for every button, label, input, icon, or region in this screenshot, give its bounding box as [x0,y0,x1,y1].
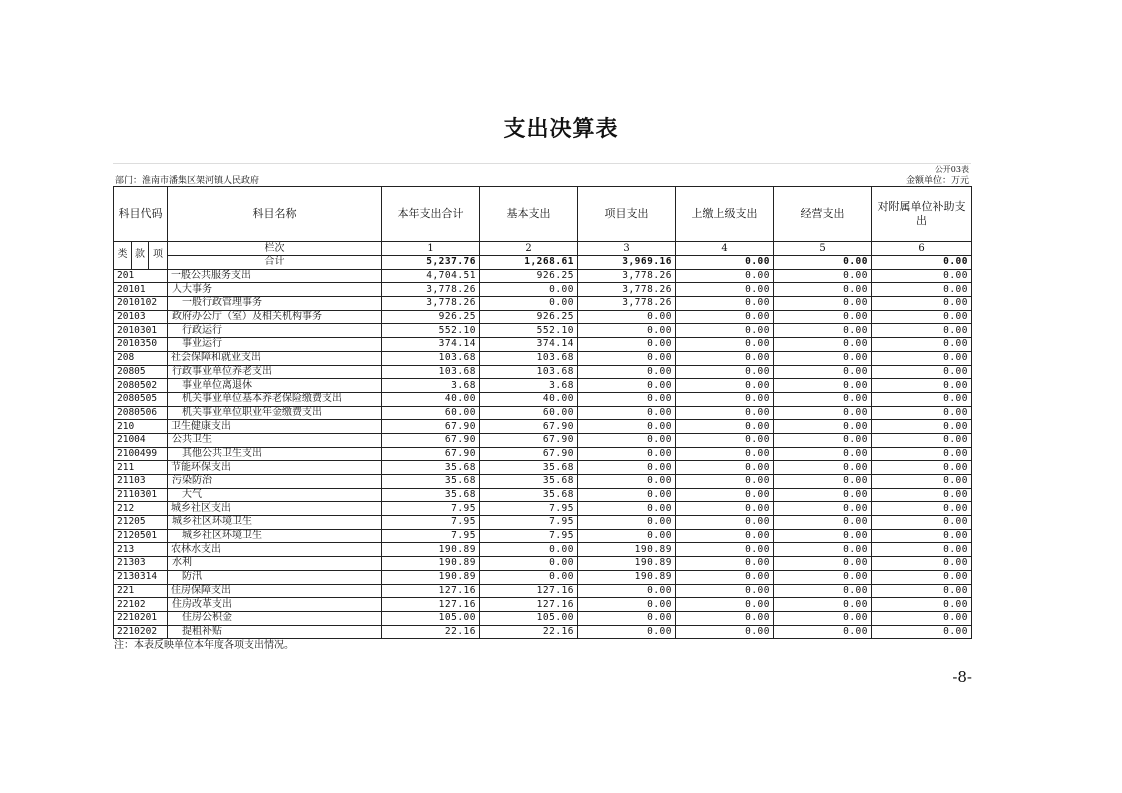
row-value-2: 7.95 [480,516,578,530]
table-row [114,379,972,393]
row-value-4: 0.00 [676,502,774,516]
row-value-2: 3.68 [480,379,578,393]
row-value-5: 0.00 [774,420,872,434]
row-value-2: 0.00 [480,297,578,311]
header-code: 科目代码 [114,187,168,242]
page-title: 支出决算表 [503,117,619,142]
row-value-6: 0.00 [872,297,972,311]
row-value-5: 0.00 [774,502,872,516]
col-index-2: 2 [480,242,578,256]
row-value-4: 0.00 [676,516,774,530]
row-value-6: 0.00 [872,392,972,406]
row-value-4: 0.00 [676,420,774,434]
total-value-3: 3,969.16 [578,256,676,270]
row-value-1: 103.68 [382,351,480,365]
row-value-2: 67.90 [480,420,578,434]
row-value-1: 7.95 [382,502,480,516]
row-value-6: 0.00 [872,447,972,461]
row-name: 政府办公厅（室）及相关机构事务 [168,310,382,324]
row-value-4: 0.00 [676,283,774,297]
row-value-5: 0.00 [774,611,872,625]
row-value-6: 0.00 [872,529,972,543]
header-col6: 对附属单位补助支出 [872,187,972,242]
row-name: 城乡社区环境卫生 [168,516,382,530]
row-value-4: 0.00 [676,543,774,557]
row-code: 2080502 [114,379,168,393]
row-value-3: 0.00 [578,598,676,612]
row-value-1: 127.16 [382,584,480,598]
col-index-4: 4 [676,242,774,256]
table-row [114,611,972,625]
row-value-4: 0.00 [676,557,774,571]
row-value-3: 0.00 [578,502,676,516]
header-col5: 经营支出 [774,187,872,242]
row-code: 213 [114,543,168,557]
table-row [114,516,972,530]
form-number: 公开03表 [113,163,971,176]
row-value-1: 3,778.26 [382,297,480,311]
row-value-1: 22.16 [382,625,480,639]
row-value-6: 0.00 [872,269,972,283]
row-value-4: 0.00 [676,529,774,543]
row-value-5: 0.00 [774,269,872,283]
row-code: 2080505 [114,392,168,406]
row-value-3: 3,778.26 [578,269,676,283]
row-name: 水利 [168,557,382,571]
table-row [114,310,972,324]
row-value-4: 0.00 [676,461,774,475]
row-value-2: 105.00 [480,611,578,625]
row-value-5: 0.00 [774,338,872,352]
row-value-6: 0.00 [872,625,972,639]
row-value-3: 0.00 [578,406,676,420]
table-body [114,187,972,639]
col-index-5: 5 [774,242,872,256]
row-value-6: 0.00 [872,598,972,612]
row-value-5: 0.00 [774,570,872,584]
table-row [114,625,972,639]
row-value-1: 190.89 [382,570,480,584]
row-value-6: 0.00 [872,338,972,352]
table-row [114,283,972,297]
row-value-2: 103.68 [480,351,578,365]
row-code: 2130314 [114,570,168,584]
row-value-5: 0.00 [774,543,872,557]
row-value-1: 3,778.26 [382,283,480,297]
row-value-2: 0.00 [480,543,578,557]
row-value-1: 7.95 [382,516,480,530]
row-value-6: 0.00 [872,611,972,625]
row-value-4: 0.00 [676,570,774,584]
total-value-2: 1,268.61 [480,256,578,270]
row-value-2: 40.00 [480,392,578,406]
row-value-1: 35.68 [382,461,480,475]
row-value-5: 0.00 [774,447,872,461]
row-value-2: 103.68 [480,365,578,379]
row-value-2: 926.25 [480,310,578,324]
row-value-1: 35.68 [382,475,480,489]
row-value-6: 0.00 [872,502,972,516]
row-value-4: 0.00 [676,324,774,338]
row-code: 21004 [114,433,168,447]
row-value-4: 0.00 [676,269,774,283]
row-code: 208 [114,351,168,365]
expenditure-table-section [113,163,971,652]
row-value-6: 0.00 [872,570,972,584]
table-row [114,365,972,379]
row-code: 2120501 [114,529,168,543]
row-name: 城乡社区支出 [168,502,382,516]
row-value-4: 0.00 [676,297,774,311]
row-name: 住房改革支出 [168,598,382,612]
row-value-1: 190.89 [382,557,480,571]
row-name: 一般公共服务支出 [168,269,382,283]
total-value-5: 0.00 [774,256,872,270]
row-name: 人大事务 [168,283,382,297]
row-value-2: 22.16 [480,625,578,639]
row-value-5: 0.00 [774,392,872,406]
row-value-6: 0.00 [872,379,972,393]
header-col3: 项目支出 [578,187,676,242]
table-row [114,502,972,516]
table-row [114,297,972,311]
row-value-3: 0.00 [578,420,676,434]
row-value-1: 105.00 [382,611,480,625]
table-row [114,338,972,352]
row-value-3: 190.89 [578,557,676,571]
row-value-3: 0.00 [578,584,676,598]
total-value-1: 5,237.76 [382,256,480,270]
row-value-2: 35.68 [480,475,578,489]
index-row [114,242,972,256]
sub-header-lei: 类 [114,242,132,270]
row-name: 一般行政管理事务 [168,297,382,311]
row-value-6: 0.00 [872,488,972,502]
row-value-5: 0.00 [774,283,872,297]
table-row [114,475,972,489]
table-row [114,529,972,543]
header-col1: 本年支出合计 [382,187,480,242]
total-value-4: 0.00 [676,256,774,270]
row-value-4: 0.00 [676,310,774,324]
row-value-6: 0.00 [872,420,972,434]
row-value-2: 67.90 [480,433,578,447]
row-value-2: 0.00 [480,570,578,584]
row-code: 21303 [114,557,168,571]
row-value-1: 127.16 [382,598,480,612]
table-row [114,570,972,584]
row-name: 事业运行 [168,338,382,352]
table-row [114,406,972,420]
row-value-5: 0.00 [774,557,872,571]
row-value-3: 0.00 [578,433,676,447]
row-name: 行政事业单位养老支出 [168,365,382,379]
header-col4: 上缴上级支出 [676,187,774,242]
row-name: 防汛 [168,570,382,584]
row-name: 提租补贴 [168,625,382,639]
row-value-5: 0.00 [774,379,872,393]
row-value-3: 0.00 [578,392,676,406]
table-row [114,269,972,283]
row-value-2: 0.00 [480,557,578,571]
row-value-1: 103.68 [382,365,480,379]
table-row [114,598,972,612]
row-code: 22102 [114,598,168,612]
row-value-3: 0.00 [578,611,676,625]
table-row [114,488,972,502]
row-value-6: 0.00 [872,516,972,530]
row-value-4: 0.00 [676,392,774,406]
total-row [114,256,972,270]
row-value-5: 0.00 [774,310,872,324]
row-value-6: 0.00 [872,433,972,447]
row-value-4: 0.00 [676,406,774,420]
row-value-4: 0.00 [676,433,774,447]
row-name: 住房保障支出 [168,584,382,598]
row-value-2: 127.16 [480,598,578,612]
row-code: 2110301 [114,488,168,502]
row-value-3: 190.89 [578,543,676,557]
row-value-6: 0.00 [872,351,972,365]
row-code: 212 [114,502,168,516]
row-value-2: 7.95 [480,502,578,516]
row-value-3: 0.00 [578,351,676,365]
row-code: 2080506 [114,406,168,420]
row-value-5: 0.00 [774,324,872,338]
row-value-6: 0.00 [872,557,972,571]
row-code: 2010102 [114,297,168,311]
row-code: 2210202 [114,625,168,639]
row-value-3: 0.00 [578,529,676,543]
row-value-5: 0.00 [774,351,872,365]
row-code: 20101 [114,283,168,297]
unit-label: 金额单位：万元 [905,176,969,186]
row-code: 20103 [114,310,168,324]
row-value-3: 3,778.26 [578,297,676,311]
row-value-2: 0.00 [480,283,578,297]
row-name: 农林水支出 [168,543,382,557]
row-value-1: 60.00 [382,406,480,420]
row-value-5: 0.00 [774,584,872,598]
header-col2: 基本支出 [480,187,578,242]
row-value-5: 0.00 [774,475,872,489]
row-value-3: 0.00 [578,625,676,639]
row-value-4: 0.00 [676,338,774,352]
row-value-3: 0.00 [578,461,676,475]
row-value-4: 0.00 [676,447,774,461]
total-value-6: 0.00 [872,256,972,270]
row-value-2: 552.10 [480,324,578,338]
row-value-1: 4,704.51 [382,269,480,283]
row-code: 201 [114,269,168,283]
row-name: 污染防治 [168,475,382,489]
col-index-3: 3 [578,242,676,256]
row-value-1: 35.68 [382,488,480,502]
row-value-3: 0.00 [578,365,676,379]
row-value-4: 0.00 [676,611,774,625]
table-row [114,461,972,475]
row-value-4: 0.00 [676,488,774,502]
row-name: 公共卫生 [168,433,382,447]
row-value-6: 0.00 [872,310,972,324]
table-row [114,543,972,557]
row-value-6: 0.00 [872,324,972,338]
lanci-label: 栏次 [168,242,382,256]
row-value-4: 0.00 [676,598,774,612]
row-code: 2210201 [114,611,168,625]
row-value-4: 0.00 [676,625,774,639]
row-code: 211 [114,461,168,475]
row-code: 21205 [114,516,168,530]
row-name: 大气 [168,488,382,502]
row-code: 21103 [114,475,168,489]
row-value-1: 40.00 [382,392,480,406]
page-number: -8- [952,668,972,686]
table-row [114,447,972,461]
row-value-5: 0.00 [774,529,872,543]
total-label: 合计 [168,256,382,270]
table-row [114,351,972,365]
row-value-5: 0.00 [774,516,872,530]
sub-header-xiang: 项 [149,242,168,270]
table-meta [113,176,971,186]
row-name: 事业单位离退休 [168,379,382,393]
row-value-6: 0.00 [872,475,972,489]
row-name: 其他公共卫生支出 [168,447,382,461]
header-name: 科目名称 [168,187,382,242]
row-value-3: 0.00 [578,310,676,324]
row-value-6: 0.00 [872,365,972,379]
row-name: 住房公积金 [168,611,382,625]
row-value-2: 35.68 [480,461,578,475]
row-value-2: 60.00 [480,406,578,420]
row-name: 机关事业单位基本养老保险缴费支出 [168,392,382,406]
row-name: 社会保障和就业支出 [168,351,382,365]
row-value-6: 0.00 [872,543,972,557]
col-index-6: 6 [872,242,972,256]
sub-header-kuan: 款 [132,242,149,270]
col-index-1: 1 [382,242,480,256]
row-value-1: 67.90 [382,433,480,447]
row-name: 行政运行 [168,324,382,338]
row-value-5: 0.00 [774,365,872,379]
table-row [114,433,972,447]
expenditure-table [113,186,972,639]
row-value-4: 0.00 [676,379,774,393]
row-value-2: 374.14 [480,338,578,352]
row-value-1: 67.90 [382,447,480,461]
row-value-2: 35.68 [480,488,578,502]
row-code: 2010350 [114,338,168,352]
row-name: 卫生健康支出 [168,420,382,434]
row-value-3: 0.00 [578,379,676,393]
table-row [114,392,972,406]
row-value-1: 3.68 [382,379,480,393]
table-row [114,324,972,338]
row-value-3: 0.00 [578,447,676,461]
row-value-5: 0.00 [774,461,872,475]
row-value-2: 67.90 [480,447,578,461]
row-value-4: 0.00 [676,475,774,489]
row-value-6: 0.00 [872,406,972,420]
row-value-3: 190.89 [578,570,676,584]
row-value-6: 0.00 [872,461,972,475]
row-value-1: 67.90 [382,420,480,434]
row-code: 221 [114,584,168,598]
row-value-3: 0.00 [578,338,676,352]
row-code: 210 [114,420,168,434]
department-label: 部门：淮南市潘集区架河镇人民政府 [115,176,260,186]
row-value-2: 926.25 [480,269,578,283]
table-row [114,557,972,571]
row-name: 节能环保支出 [168,461,382,475]
row-value-3: 0.00 [578,324,676,338]
row-value-1: 552.10 [382,324,480,338]
row-code: 20805 [114,365,168,379]
row-value-1: 7.95 [382,529,480,543]
row-value-5: 0.00 [774,297,872,311]
row-value-5: 0.00 [774,406,872,420]
row-value-5: 0.00 [774,598,872,612]
table-note: 注：本表反映单位本年度各项支出情况。 [114,640,294,652]
row-value-1: 190.89 [382,543,480,557]
row-name: 城乡社区环境卫生 [168,529,382,543]
row-value-6: 0.00 [872,283,972,297]
row-code: 2100499 [114,447,168,461]
table-row [114,584,972,598]
row-value-3: 3,778.26 [578,283,676,297]
row-value-3: 0.00 [578,475,676,489]
row-code: 2010301 [114,324,168,338]
row-value-6: 0.00 [872,584,972,598]
row-value-5: 0.00 [774,433,872,447]
row-value-3: 0.00 [578,516,676,530]
row-value-4: 0.00 [676,351,774,365]
row-value-4: 0.00 [676,365,774,379]
header-row [114,187,972,242]
row-value-2: 127.16 [480,584,578,598]
table-row [114,420,972,434]
row-value-2: 7.95 [480,529,578,543]
row-value-5: 0.00 [774,625,872,639]
row-value-1: 926.25 [382,310,480,324]
row-value-3: 0.00 [578,488,676,502]
row-value-5: 0.00 [774,488,872,502]
row-name: 机关事业单位职业年金缴费支出 [168,406,382,420]
row-value-4: 0.00 [676,584,774,598]
row-value-1: 374.14 [382,338,480,352]
